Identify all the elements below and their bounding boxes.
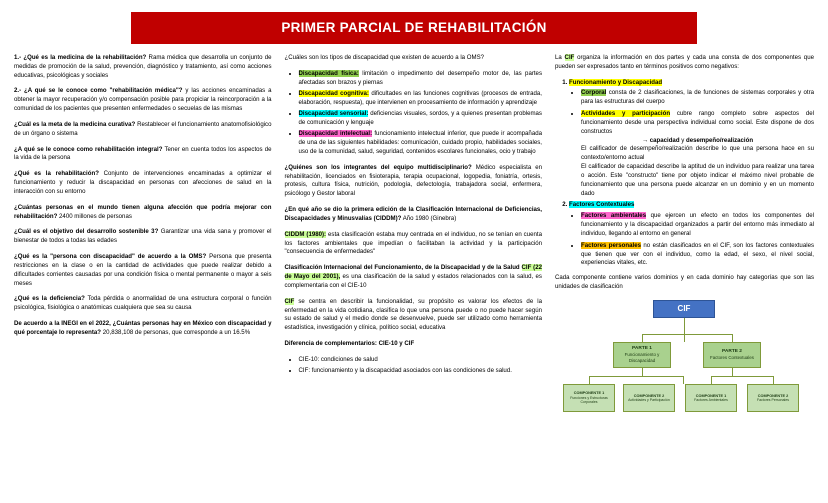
tipo-text: dificultades en las funciones cognitivas (procesos de entrada, elaboración, respuesta), que intervienen en procesamiento de información y aprendizaje [298,89,542,106]
desempeno-paragraph [581,145,814,163]
connector-line [684,318,685,342]
page-title: PRIMER PARCIAL DE REHABILITACIÓN [131,12,697,44]
diagram-part-title: PARTE 1 [632,346,652,352]
column-three [555,54,814,420]
closing-paragraph: Cada componente contiene varios dominios y en cada dominio hay categorías que son las unidades de clasificación [555,274,814,291]
cif-parts-list [555,79,814,269]
qa-item [14,320,272,338]
diferencia-title: Diferencia de complementarios: CIE-10 y CIF [284,340,415,348]
answer-text: Rama médica que desarrolla un conjunto de medidas de promoción de la salud, prevención, diagnóstico y tratamiento, así como acciones educativas, psicológicas y sociales [14,54,272,79]
cif-intro [555,54,814,72]
list-item [581,110,814,198]
diagram-part-1 [613,342,671,368]
cif-title-part2: es una clasificación de la salud y estados relacionados con la salud, es complementaria con el CIE-10 [284,273,542,289]
list-item [581,242,814,268]
part-two-title: Factores Contextuales [569,201,635,209]
question-text: ¿Qué es la deficiencia? [14,295,85,303]
arrow-icon: → [641,136,649,144]
answer-text: Garantizar una vida sana y promover el bienestar de todos a todas las edades [14,228,272,245]
answer-text: Restablecer el funcionamiento anatomofisiológico de un órgano o sistema [14,120,272,137]
question-text: ¿En qué año se dio la primera edición de la Clasificación Internacional de Deficiencias, Discapacidades y Minusvalías (CIDDM)? [284,206,542,222]
three-column-layout [14,54,814,420]
column-two [285,54,543,383]
cif-date-highlight: CIF (22 de Mayo del 2001), [284,264,542,281]
qa-cidm [285,206,543,224]
list-item: • CIE-10: condiciones de salud [299,356,543,365]
diagram-component-subtitle: Actividades y Participación [628,398,670,403]
qa-item [14,146,272,164]
connector-line [589,376,590,384]
diagram-part-2 [703,342,761,368]
diagram-component-3 [685,384,737,412]
desempeno-text: El calificador de desempeño/realización describe lo que una persona hace en su contexto/entorno actual [581,145,814,162]
capacidad-paragraph [581,163,814,198]
factores-personales-text: no están clasificados en el CIF, son los factores contextuales que tienen que ver con el individuo, como la edad, el sexo, el nivel social, experiencias vitales, etc. [581,241,814,267]
diagram-component-title: COMPONENTE 2 [757,393,789,398]
tipo-text: limitación o impedimento del desempeño motor de, las partes afectadas son brazos y piernas [298,69,542,86]
tipo-text: deficiencias visuales, sordos, y a quienes presentan problemas de comunicación y lenguaje [298,110,542,126]
connector-line [642,368,643,376]
connector-line [711,376,773,377]
connector-line [732,368,733,376]
actividades-text: cubre rango completo sobre aspectos del funcionamiento desde una perspectiva individual como social. Este dispone de dos constructos [581,110,814,135]
corporal-text: consta de 2 clasificaciones, la de funciones de sistemas corporales y otra para las estructuras del cuerpo [581,89,814,106]
tipo-label: Discapacidad sensorial: [298,110,369,118]
diagram-component-1 [563,384,615,412]
diagram-part-subtitle: Funcionamiento y Discapacidad [624,352,660,363]
diagram-root-cif: CIF [653,300,715,318]
qa-item [14,228,272,246]
diagram-part-title: PARTE 2 [722,349,742,355]
diagram-component-title: COMPONENTE 1 [573,391,605,396]
connector-line [683,376,684,384]
constructo-capacidad: capacidad [649,136,680,144]
list-item [299,70,543,88]
list-item: • CIF: funcionamiento y la discapacidad asociados con las condiciones de salud. [299,367,543,376]
tipo-label: Discapacidad cognitiva: [298,89,369,97]
question-text: ¿A qué se le conoce como rehabilitación integral? [14,145,163,153]
tipo-text: funcionamiento intelectual inferior, que puede ir acompañada de una de las siguientes habilidades: comunicación, cuidado propio, habilidades sociales, uso de la comunidad, salud, seguridad, contenidos escolares funcionales, ocio y trabajo [298,130,542,155]
cif-hierarchy-diagram [555,300,814,420]
diagram-component-title: COMPONENTE 2 [633,393,665,398]
list-item [581,89,814,107]
cidm-label: CIDDM (1980): [284,230,327,238]
answer-text: Conjunto de intervenciones encaminadas a optimizar el funcionamiento y reducir la discapacidad en personas con afecciones de salud en la interacción con su entorno [14,170,272,195]
part-one-title: Funcionamiento y Discapacidad [569,78,663,86]
part-one-item [569,79,814,199]
answer-text: Año 1980 (Ginebra) [402,214,457,222]
diferencia-list [285,356,543,376]
answer-text: Toda pérdida o anormalidad de una estructura corporal o función psicológica, fisiológica o anatómicas cualquiera que sea su causa [14,295,272,312]
answer-text: Médico especialista en rehabilitación, licenciados en fisioterapia, terapia ocupacional, logopedia, foniatría, ortesis, protesis, cultura física, nutrición, podología, defectología, trabajadora social, enfermera, psicólogo y Gestor laboral [284,163,543,198]
cif-title-part1: Clasificación Internacional del Funcionamiento, de la Discapacidad y de la Salud [284,264,520,272]
question-text: 2.- ¿A qué se le conoce como "rehabilitación médica"? [14,87,183,95]
constructos-row [581,137,814,146]
cidm-definition [285,231,543,257]
cif-label: CIF [564,54,575,61]
question-text: ¿Cuál es la meta de la medicina curativa? [14,120,136,128]
list-item [581,212,814,238]
diagram-component-2 [623,384,675,412]
answer-text: Persona que presenta restricciones en la clase o en la cantidad de actividades que puede realizar debido a dificultades corrientes causadas por una condición física o mental permanente o mayor a seis meses [14,253,272,287]
factores-personales-label: Factores personales [581,241,641,249]
connector-line [642,334,643,342]
constructo-desempeno: desempeño/realización [686,136,754,144]
cif-title-paragraph [285,264,543,290]
qa-item [14,295,272,313]
qa-item [14,204,272,222]
question-text: ¿Qué es la rehabilitación? [14,170,99,178]
qa-equipo [285,164,543,199]
question-text: ¿Qué es la "persona con discapacidad" de acuerdo a la OMS? [14,253,207,261]
part-two-item [569,201,814,268]
factores-ambientales-label: Factores ambientales [581,212,647,220]
question-text: ¿Cuántas personas en el mundo tienen alguna afección que podría mejorar con rehabilitación? [14,203,272,220]
part-two-subitems [569,212,814,268]
qa-item [14,87,272,113]
diagram-part-subtitle: Factores Contextuales [710,355,754,361]
connector-line [711,376,712,384]
connector-line [642,334,732,335]
list-item [299,90,543,108]
question-text: ¿Cuál es el objetivo del desarrollo sostenible 3? [14,228,159,236]
question-text: De acuerdo a la INEGI en el 2022, ¿Cuántas personas hay en México con discapacidad y qué porcentaje lo representa? [14,320,272,336]
corporal-label: Corporal [581,89,607,97]
question-tipos-discapacidad: ¿Cuáles son los tipos de discapacidad que existen de acuerdo a la OMS? [284,54,485,61]
cif-label: CIF [284,297,295,305]
capacidad-text: El calificador de capacidad describe la aptitud de un individuo para realizar una tarea o acción. Este "constructo" tiene por objeto indicar el máximo nivel probable de funcionamiento que una persona puede alcanzar en un dominio y en un momento dado [581,163,814,197]
diagram-component-subtitle: Factores Personales [756,398,790,403]
cif-text: se centra en describir la funcionalidad, su propósito es valorar los efectos de la enfermedad en la vida cotidiana, clasifica lo que una persona puede o no puede hacer según su estado de salud y el medio donde se desenvuelve, puede ser utilizado como herramienta estadística, investigación y clínica, político social, educativa [284,297,542,332]
factores-ambientales-text: que ejercen un efecto en todos los componentes del funcionamiento y la discapacidad organizados a partir del entorno más inmediato al individuo, llegando al entorno en general [581,212,814,237]
answer-text: Tener en cuenta todos los aspectos de la vida de la persona [14,145,272,162]
answer-text: 20,838,108 de personas, que corresponde a un 16.5% [102,328,251,336]
connector-line [732,334,733,342]
connector-line [589,376,683,377]
diagram-component-title: COMPONENTE 1 [695,393,727,398]
diagram-component-4 [747,384,799,412]
tipo-label: Discapacidad intelectual: [298,130,373,138]
cif-definition [285,298,543,333]
tipo-label: Discapacidad física: [298,69,359,77]
intro-part2: organiza la información en dos partes y cada una consta de dos componentes que pueden ser expresados tanto en términos positivos como negativos: [555,54,814,70]
intro-part1: La [555,54,562,61]
cidm-text: esta clasificación estaba muy centrada en el individuo, no se tenían en cuenta los factores ambientales que impedían o facilitaban la actividad y la participación "consecuencia de enfermedades" [284,230,542,256]
answer-text: 2400 millones de personas [59,212,132,220]
list-item [299,110,543,128]
list-item [299,130,543,156]
qa-item [14,121,272,139]
qa-item [14,54,272,80]
part-one-subitems [569,89,814,198]
diagram-component-subtitle: Factores Ambientales [694,398,728,403]
actividades-label: Actividades y participación [581,110,671,118]
diagram-component-subtitle: Funciones y Estructuras Corporales [570,395,608,405]
question-text: ¿Quiénes son los integrantes del equipo multidisciplinario? [284,163,472,171]
qa-item [14,170,272,196]
tipos-discapacidad-list [285,70,543,157]
answer-text: y las acciones encaminadas a obtener la mayor recuperación y/o compensación posible para propiciar la reincorporación a la comunidad de los pacientes que presenten enfermedades o secuelas de las mismas [14,87,272,113]
qa-item [14,253,272,288]
column-one [14,54,272,345]
connector-line [773,376,774,384]
question-text: 1.- ¿Qué es la medicina de la rehabilitación? [14,54,147,61]
constructo-join: y [681,136,685,144]
